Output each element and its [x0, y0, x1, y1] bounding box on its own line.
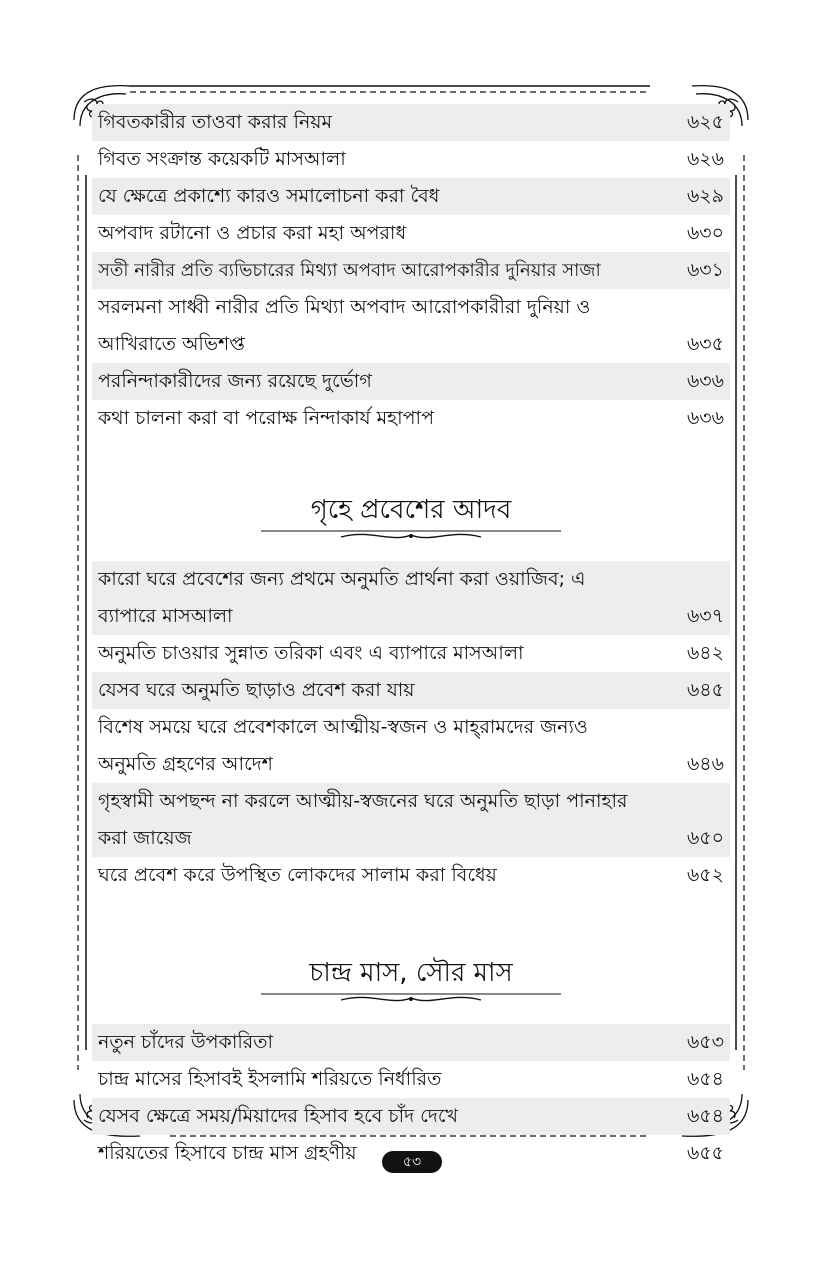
page-number: ৫৩	[382, 1151, 442, 1173]
toc-row[interactable]	[92, 1024, 730, 1061]
toc-page: ৬৫৪	[686, 1068, 724, 1090]
toc-page: ৬৩০	[686, 222, 724, 244]
toc-row[interactable]	[92, 252, 730, 289]
toc-title: গিবতকারীর তাওবা করার নিয়ম	[98, 111, 333, 133]
toc-row[interactable]	[92, 215, 730, 252]
toc-page: ৬৩৫	[686, 333, 724, 355]
toc-title: শরিয়তের হিসাবে চান্দ্র মাস গ্রহণীয়	[98, 1142, 357, 1164]
toc-title: কথা চালনা করা বা পরোক্ষ নিন্দাকার্য মহাপাপ	[98, 407, 434, 429]
toc-row[interactable]	[92, 363, 730, 400]
toc-row[interactable]	[92, 561, 730, 635]
toc-title: গৃহস্বামী অপছন্দ না করলে আত্মীয়-স্বজনের ঘরে অনুমতি ছাড়া পানাহার করা জায়েজ	[98, 790, 628, 849]
toc-title: সরলমনা সাধ্বী নারীর প্রতি মিথ্যা অপবাদ আরোপকারীরা দুনিয়া ও আখিরাতে অভিশপ্ত	[98, 296, 591, 355]
section-heading: গৃহে প্রবেশের আদব	[310, 495, 512, 525]
toc-page: ৬৪৫	[686, 679, 724, 701]
table-of-contents	[92, 104, 730, 1172]
toc-title: যেসব ক্ষেত্রে সময়/মিয়াদের হিসাব হবে চাঁদ দেখে	[98, 1105, 458, 1127]
toc-title: চান্দ্র মাসের হিসাবই ইসলামি শরিয়তে নির্ধারিত	[98, 1068, 442, 1090]
toc-title: নতুন চাঁদের উপকারিতা	[98, 1031, 273, 1053]
toc-page: ৬৩৬	[686, 370, 724, 392]
toc-row[interactable]	[92, 1098, 730, 1135]
toc-page: ৬৫৫	[686, 1142, 724, 1164]
toc-row[interactable]	[92, 141, 730, 178]
toc-row[interactable]	[92, 104, 730, 141]
toc-page: ৬৩১	[686, 259, 724, 281]
toc-row[interactable]	[92, 400, 730, 437]
toc-row[interactable]	[92, 289, 730, 363]
toc-page: ৬৫৩	[686, 1031, 724, 1053]
toc-title: ঘরে প্রবেশ করে উপস্থিত লোকদের সালাম করা বিধেয়	[98, 864, 497, 886]
toc-page: ৬৪২	[686, 642, 724, 664]
toc-row[interactable]	[92, 635, 730, 672]
toc-row[interactable]	[92, 857, 730, 894]
toc-page: ৬২৯	[686, 185, 724, 207]
toc-title: সতী নারীর প্রতি ব্যভিচারের মিথ্যা অপবাদ আরোপকারীর দুনিয়ার সাজা	[98, 260, 601, 281]
toc-title: যে ক্ষেত্রে প্রকাশ্যে কারও সমালোচনা করা বৈধ	[98, 185, 440, 207]
section-header	[92, 894, 730, 1024]
toc-row[interactable]	[92, 672, 730, 709]
toc-page: ৬২৬	[686, 148, 724, 170]
toc-title: অনুমতি চাওয়ার সুন্নাত তরিকা এবং এ ব্যাপারে মাসআলা	[98, 642, 524, 664]
toc-title: পরনিন্দাকারীদের জন্য রয়েছে দুর্ভোগ	[98, 370, 372, 392]
toc-page: ৬২৫	[686, 111, 724, 133]
toc-title: গিবত সংক্রান্ত কয়েকটি মাসআলা	[98, 148, 346, 170]
section-header	[92, 437, 730, 561]
toc-row[interactable]	[92, 709, 730, 783]
toc-row[interactable]	[92, 178, 730, 215]
toc-page: ৬৫০	[686, 827, 724, 849]
divider-ornament	[261, 990, 561, 1006]
toc-row[interactable]	[92, 1061, 730, 1098]
toc-title: অপবাদ রটানো ও প্রচার করা মহা অপরাধ	[98, 222, 407, 244]
toc-page: ৬৩৭	[686, 605, 724, 627]
toc-title: বিশেষ সময়ে ঘরে প্রবেশকালে আত্মীয়-স্বজন ও মাহ্‌রামদের জন্যও অনুমতি গ্রহণের আদেশ	[98, 716, 588, 775]
toc-title: যেসব ঘরে অনুমতি ছাড়াও প্রবেশ করা যায়	[98, 679, 415, 701]
toc-page: ৬৫৪	[686, 1105, 724, 1127]
section-heading: চান্দ্র মাস, সৌর মাস	[309, 958, 513, 988]
toc-row[interactable]	[92, 783, 730, 857]
divider-ornament	[261, 527, 561, 543]
toc-page: ৬৫২	[686, 864, 724, 886]
toc-title: কারো ঘরে প্রবেশের জন্য প্রথমে অনুমতি প্রার্থনা করা ওয়াজিব; এ ব্যাপারে মাসআলা	[98, 568, 586, 627]
toc-page: ৬৪৬	[686, 753, 724, 775]
toc-page: ৬৩৬	[686, 407, 724, 429]
